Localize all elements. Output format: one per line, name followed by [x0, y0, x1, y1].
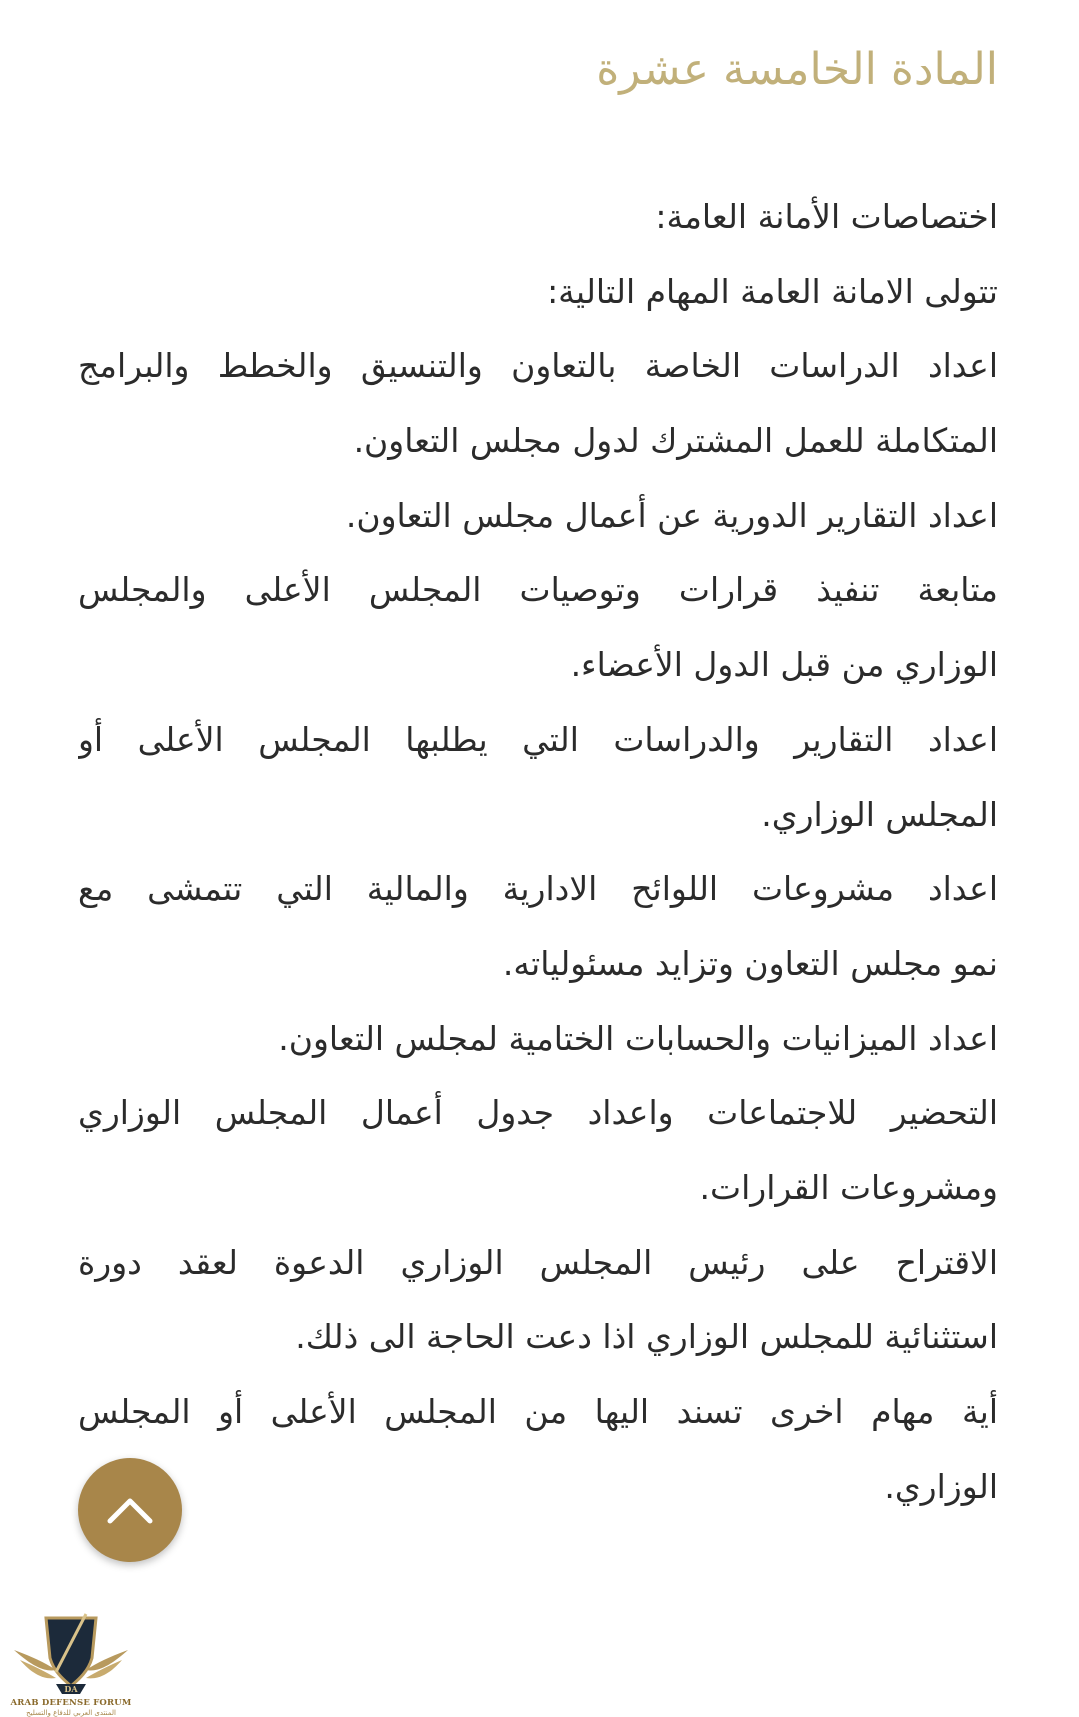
forum-logo	[6, 1610, 136, 1717]
article-line: اختصاصات الأمانة العامة:	[655, 197, 998, 236]
article-line: اعداد التقارير والدراسات التي يطلبها المجلس الأعلى أو	[78, 719, 998, 759]
article-line: استثنائية للمجلس الوزاري اذا دعت الحاجة الى ذلك.	[295, 1317, 998, 1357]
article-line: المجلس الوزاري.	[761, 794, 998, 834]
article-title: المادة الخامسة عشرة	[596, 44, 998, 95]
article-line: ومشروعات القرارات.	[699, 1167, 998, 1207]
article-line: اعداد مشروعات اللوائح الادارية والمالية التي تتمشى مع	[78, 869, 998, 909]
article-line: المتكاملة للعمل المشترك لدول مجلس التعاون.	[353, 421, 998, 461]
article-line: متابعة تنفيذ قرارات وتوصيات المجلس الأعلى والمجلس	[78, 570, 998, 610]
article-line: اعداد الميزانيات والحسابات الختامية لمجلس التعاون.	[278, 1018, 998, 1058]
shield-wings-icon	[6, 1610, 136, 1702]
article-line: اعداد التقارير الدورية عن أعمال مجلس التعاون.	[345, 495, 998, 535]
scroll-to-top-button[interactable]	[78, 1458, 182, 1562]
article-line: الوزاري من قبل الدول الأعضاء.	[570, 645, 998, 685]
article-line: الاقتراح على رئيس المجلس الوزاري الدعوة لعقد دورة	[78, 1242, 998, 1282]
chevron-up-icon	[106, 1495, 154, 1525]
article-line: الوزاري.	[884, 1466, 998, 1506]
logo-monogram: DA	[64, 1684, 78, 1694]
article-line: نمو مجلس التعاون وتزايد مسئولياته.	[502, 943, 998, 983]
article-body	[78, 180, 998, 1524]
article	[78, 30, 998, 1506]
article-line: أية مهام اخرى تسند اليها من المجلس الأعلى أو المجلس	[78, 1392, 998, 1431]
article-line: التحضير للاجتماعات واعداد جدول أعمال المجلس الوزاري	[78, 1093, 998, 1133]
article-line: اعداد الدراسات الخاصة بالتعاون والتنسيق والخطط والبرامج	[78, 346, 998, 386]
logo-tagline: المنتدى العربي للدفاع والتسليح	[26, 1709, 116, 1717]
article-line: تتولى الامانة العامة المهام التالية:	[547, 271, 998, 311]
logo-wordmark: ARAB DEFENSE FORUM	[10, 1698, 132, 1708]
